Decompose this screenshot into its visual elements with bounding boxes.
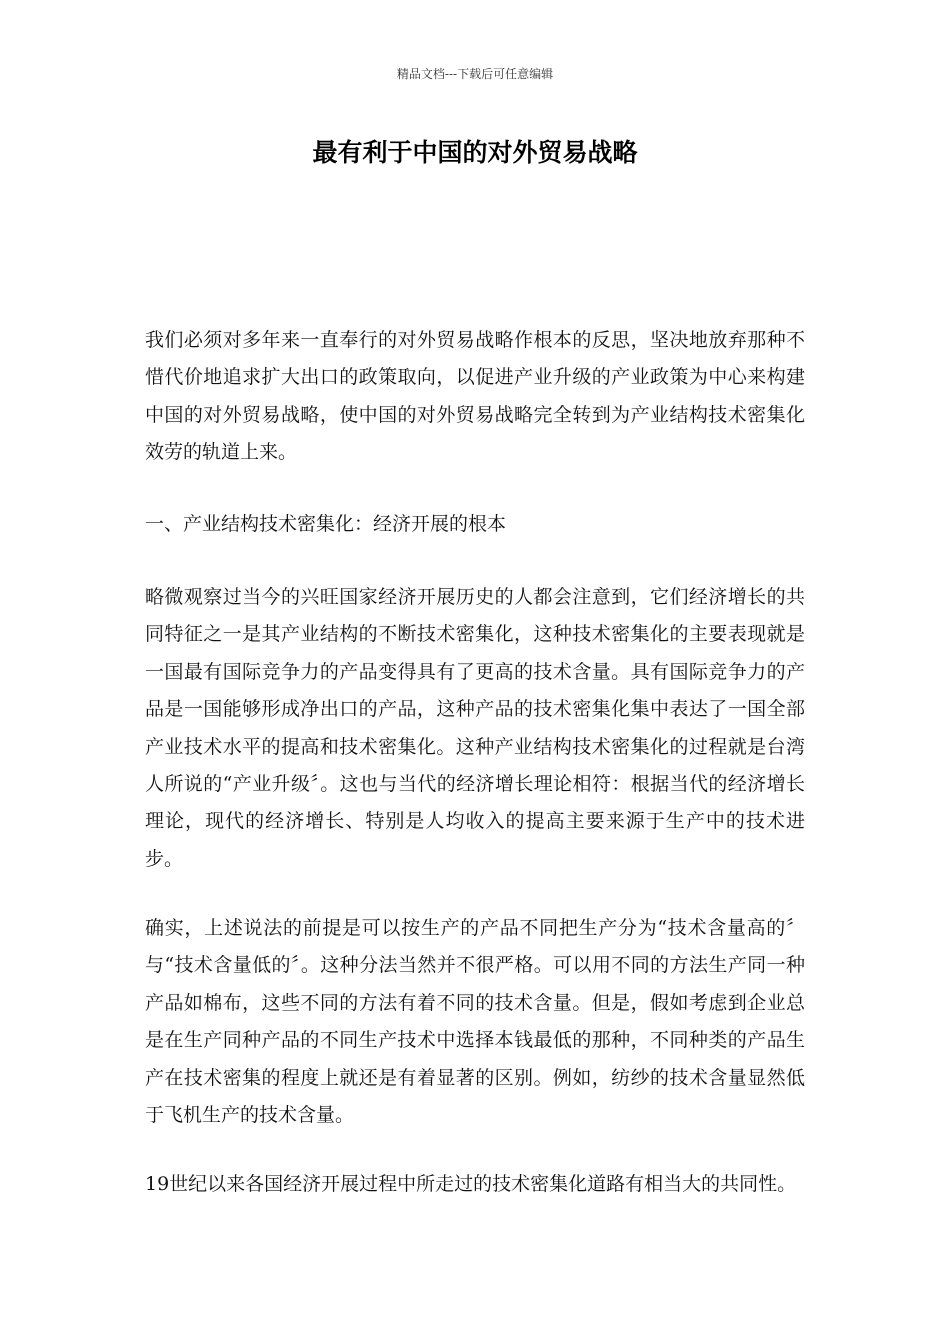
document-title: 最有利于中国的对外贸易战略 <box>312 138 638 167</box>
body-paragraph: 19世纪以来各国经济开展过程中所走过的技术密集化道路有相当大的共同性。 <box>145 1173 797 1195</box>
body-paragraph: 略微观察过当今的兴旺国家经济开展历史的人都会注意到，它们经济增长的共同特征之一是其产业结构的不断技术密集化，这种技术密集化的主要表现就是一国最有国际竞争力的产品变得具有了更高的技术含量。具有国际竞争力的产品是一国能够形成净出口的产品，这种产品的技术密集化集中表达了一国全部产业技术水平的提高和技术密集化。这种产业结构技术密集化的过程就是台湾人所说的“产业升级〞。这也与当代的经济增长理论相符：根据当代的经济增长理论，现代的经济增长、特别是人均收入的提高主要来源于生产中的技术进步。 <box>145 586 805 870</box>
body-paragraph: 确实，上述说法的前提是可以按生产的产品不同把生产分为“技术含量高的〞与“技术含量低的〞。这种分法当然并不很严格。可以用不同的方法生产同一种产品如棉布，这些不同的方法有着不同的技术含量。但是，假如考虑到企业总是在生产同种产品的不同生产技术中选择本钱最低的那种，不同种类的产品生产在技术密集的程度上就还是有着显著的区别。例如，纺纱的技术含量显然低于飞机生产的技术含量。 <box>145 917 805 1127</box>
section-heading: 一、产业结构技术密集化：经济开展的根本 <box>145 513 507 535</box>
intro-paragraph: 我们必须对多年来一直奉行的对外贸易战略作根本的反思，坚决地放弃那种不惜代价地追求扩大出口的政策取向，以促进产业升级的产业政策为中心来构建中国的对外贸易战略，使中国的对外贸易战略完全转到为产业结构技术密集化效劳的轨道上来。 <box>145 329 805 464</box>
page-header-banner: 精品文档---下载后可任意编辑 <box>396 67 554 81</box>
